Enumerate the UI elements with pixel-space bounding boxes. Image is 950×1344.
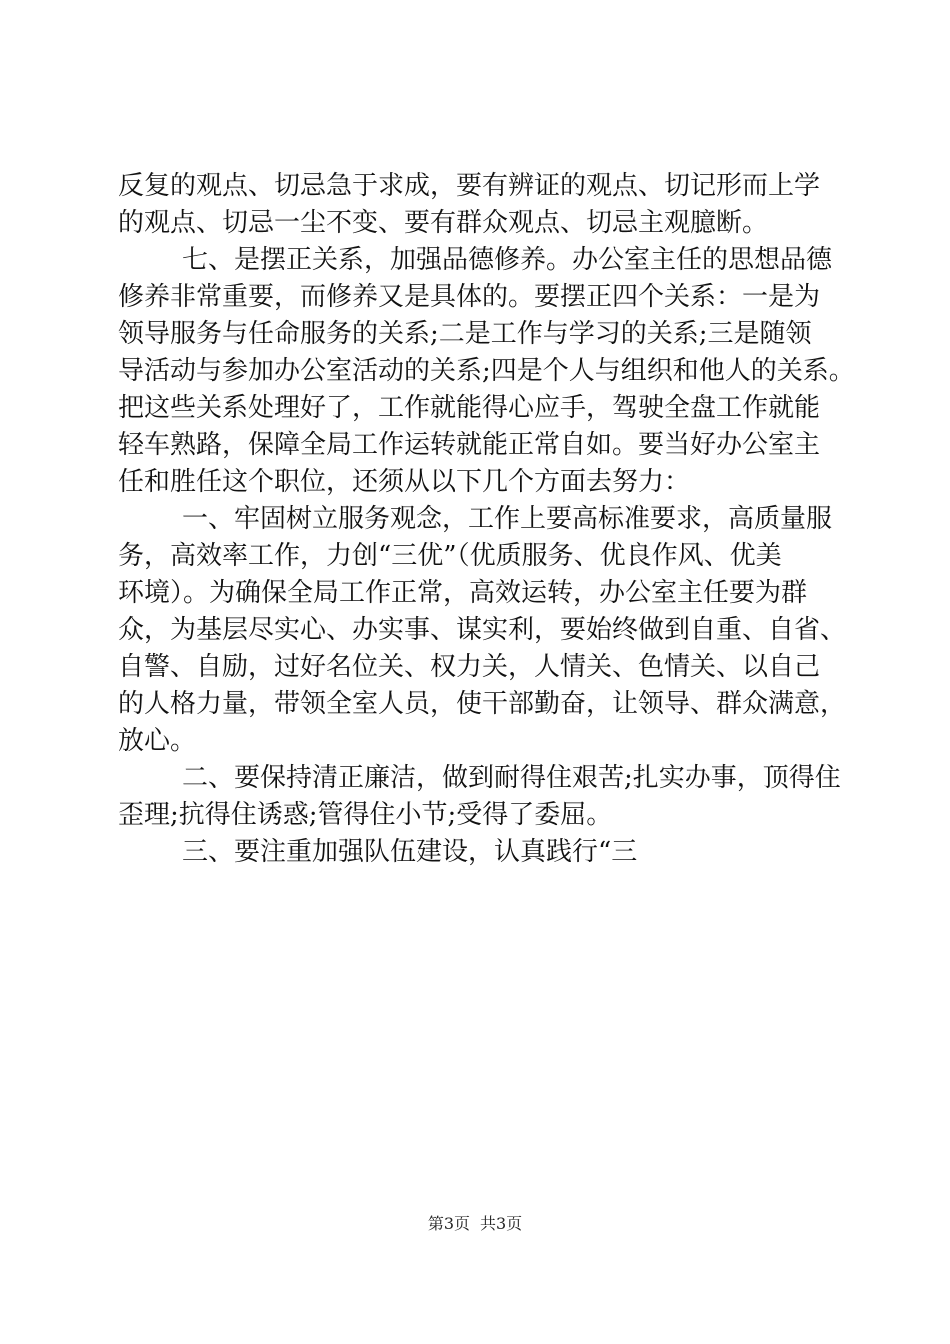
page-number: 第3页: [427, 1214, 470, 1233]
text-line: 二、要保持清正廉洁，做到耐得住艰苦;扎实办事，顶得住: [182, 763, 841, 793]
text-line: 把这些关系处理好了，工作就能得心应手，驾驶全盘工作就能: [118, 393, 821, 423]
text-line: 歪理;抗得住诱惑;管得住小节;受得了委屈。: [118, 800, 613, 830]
text-line: 环境）。为确保全局工作正常，高效运转，办公室主任要为群: [118, 578, 808, 608]
text-line: 反复的观点、切忌急于求成，要有辨证的观点、切记形而上学: [118, 171, 821, 201]
text-line: 导活动与参加办公室活动的关系;四是个人与组织和他人的关系。: [118, 356, 855, 386]
text-line: 领导服务与任命服务的关系;二是工作与学习的关系;三是随领: [118, 319, 812, 349]
text-line: 自警、自励，过好名位关、权力关，人情关、色情关、以自己: [118, 652, 821, 682]
page-footer: [0, 1214, 950, 1234]
text-line: 放心。: [118, 726, 197, 756]
text-line: 修养非常重要，而修养又是具体的。要摆正四个关系：一是为: [118, 282, 821, 312]
text-line: 七、是摆正关系，加强品德修养。办公室主任的思想品德: [182, 245, 833, 275]
text-line: 众，为基层尽实心、办实事、谋实利，要始终做到自重、自省、: [118, 615, 847, 645]
text-line: 一、牢固树立服务观念，工作上要高标准要求，高质量服: [182, 504, 833, 534]
text-line: 务，高效率工作，力创“三优”（优质服务、优良作风、优美: [118, 541, 782, 571]
text-line: 任和胜任这个职位，还须从以下几个方面去努力：: [118, 467, 691, 497]
text-line: 的观点、切忌一尘不变、要有群众观点、切忌主观臆断。: [118, 208, 769, 238]
document-body: [118, 168, 855, 871]
text-line: 轻车熟路，保障全局工作运转就能正常自如。要当好办公室主: [118, 430, 821, 460]
page-total: 共3页: [480, 1214, 523, 1233]
text-line: 的人格力量，带领全室人员，使干部勤奋，让领导、群众满意，: [118, 689, 847, 719]
text-line: 三、要注重加强队伍建设，认真践行“三: [182, 837, 638, 867]
